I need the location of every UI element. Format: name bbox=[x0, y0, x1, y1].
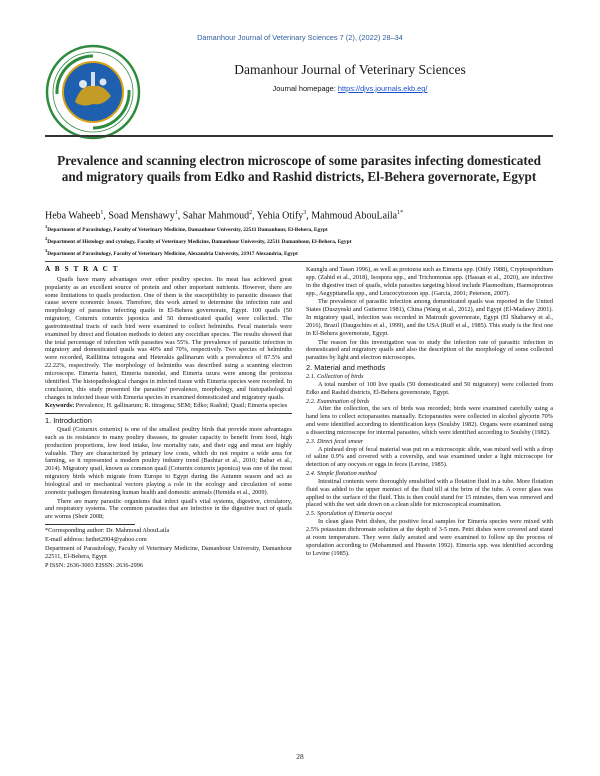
footnote-rule bbox=[45, 524, 135, 525]
body-paragraph: In clean glass Petri dishes, the positive fecal samples for Eimeria species were mixed with 2.5% potassium dichromate solution at the depth of 3-5 mm. Petri dishes were covered and stand at room temperature. They were daily aerated and were examined to follow up the process of sporulation according to (Mohammed and Hussein 1992). Eimeria spp. was identified according to Levine (1985). bbox=[306, 518, 553, 557]
body-paragraph: The prevalence of parasitic infection among domesticated quails was reported in the United States (Duszynski and Gutierrez 1981), China (Wang et al., 2012), and Egypt (El-Madawy 2001). In migratory quail, infection was recorded in Matrouh governorate, Egypt (El Shabarwy et al., 2016), Brazil (Daugschies et al., 1999), and the USA (Ruff et al., 1985). This study is the first one in El-Behera governorate, Egypt. bbox=[306, 298, 553, 337]
methods-heading: 2. Material and methods bbox=[306, 363, 386, 373]
affiliation: $^1$Department of Parasitology, Faculty of Veterinary Medicine, Damanhour University, 22511 Damanhour, El-Behera, Egypt bbox=[45, 224, 328, 233]
title-rule bbox=[45, 261, 553, 262]
author: Mahmoud AbouLaila bbox=[311, 210, 398, 222]
body-paragraph: A total number of 100 live quails (50 domesticated and 50 migratory) were collected from Edko and Rashid districts, El-Behera governorate, Egypt. bbox=[306, 380, 553, 396]
header-rule bbox=[45, 135, 553, 137]
author: Yehia Otify bbox=[256, 210, 304, 222]
abstract-heading: A B S T R A C T bbox=[45, 265, 120, 273]
intro-paragraph: Quail (Coturnix coturnix) is one of the smallest poultry birds that provide more advantages such as its resistance to many poultry diseases, its greater capacity to benefit from food, high production proportions, low feed intake, low mortality rate, and their egg and meat are highly valuable. They are characterized by primary low costs, which do not require a wide area for farming, so it represented a modern poultry industry trend (Bashtar et al., 2010; Babar et al., 2014). Migratory quail, known as common quail (Coturnix coturnix japonica) was one of the most migratory birds which migrate from Europe to Egypt during the Autumn season and act as biological and or mechanical vectors playing a role in the ecology and circulation of some zoonotic pathogen threatening human health and domestic animals (Hemida et al., 2009). bbox=[45, 426, 292, 496]
journal-logo bbox=[45, 44, 141, 140]
subsection-heading: 2.1. Collection of birds bbox=[306, 372, 364, 380]
journal-logo-icon bbox=[45, 44, 141, 140]
author: Soad Menshawy bbox=[108, 210, 175, 222]
subsection-heading: 2.3. Direct fecal smear bbox=[306, 437, 364, 445]
right-column bbox=[306, 266, 553, 558]
footnote-department: Department of Parasitology, Faculty of Veterinary Medicine, Damanhour University, Damanhour 22511, El-Behera, Egypt bbox=[45, 544, 292, 560]
article-title: Prevalence and scanning electron microscope of some parasites infecting domesticated and migratory quails from Edko and Rashid districts, El-Behera governorate, Egypt bbox=[57, 153, 541, 184]
body-paragraph: The reason for this investigation was to study the infection rate of parasitic infection in domesticated and migratory quails and also the description of the morphology of some collected parasites by light and electron microscopes. bbox=[306, 338, 553, 362]
running-head: Damanhour Journal of Veterinary Sciences 7 (2), (2022) 28–34 bbox=[197, 33, 403, 42]
left-column bbox=[45, 266, 292, 570]
abstract-rule bbox=[45, 413, 292, 414]
author: Sahar Mahmoud bbox=[182, 210, 250, 222]
footnote-email: E-mail address: hethet2004@yahoo.com bbox=[45, 536, 147, 543]
journal-homepage bbox=[160, 84, 540, 93]
homepage-label: Journal homepage: bbox=[272, 84, 338, 93]
keywords: Keywords: Prevalence; H. gallinarum; R. titragona; SEM; Edko; Rashid; Quail; Eimeria species bbox=[45, 402, 288, 410]
body-paragraph: Kaunglu and Tasan 1996), as well as protozoa such as Eimeria spp. (Otify 1988), Cryptosporidium spp. (Zahid et al., 2018), Isospora spp., and Trichomonas spp. (Hassan et al., 2020), are infective in the digestive tract of quails, while parasites targeting blood include Plasmodium, Haemoproteus spp., Aegyptianella spp., and Leucocytozoon spp. (Garcia, 2001; Peterson, 2007). bbox=[306, 266, 553, 297]
author-list: Heba Waheeb$^1$, Soad Menshawy$^1$, Sahar Mahmoud$^2$, Yehia Otify$^3$, Mahmoud AbouLaila$^{1*}$ bbox=[45, 210, 404, 222]
intro-heading: 1. Introduction bbox=[45, 416, 92, 426]
affiliation: $^3$Department of Parasitology, Faculty of Veterinary Medicine, Alexandria University, 21917 Alexandria, Egypt bbox=[45, 248, 298, 257]
intro-paragraph: There are many parasitic organisms that infect quail's vital systems, digestive, circulatory, and respiratory systems. The common parasites that are infective in the digestive tract of quails are worms (Sheir 2008; bbox=[45, 497, 292, 521]
page-number: 28 bbox=[296, 752, 304, 761]
abstract-text: Quails have many advantages over other poultry species. Its meat has achieved great popularity as an excellent source of protein and other important nutrients. However, there are some limitations to quails production. One of them is the susceptibility to parasitic diseases that cause severe economic losses. Therefore, this work aimed to determine the infection rate and morphology of parasites infecting quails in El-Behera governorate, Egypt. 100 quails (50 migratory, Coturnix coturnix japonica and 50 domesticated quails) were collected. The gastrointestinal tracts of each bird were examined to collect helminths. Fecal materials were examined by direct and flotation methods to detect any coccidian species. The results showed that the total percentage of infection with parasites was 55%. The prevalence of parasitic infection in migratory and domesticated quails was 40% and 70%, respectively. Two species of helminths were recorded, Raillitina tetragona and Heterakis gallinarum with a prevalence of 87.5% and 22.22%, respectively. The morphology of helminths was described using a scanning electron microscope. Eimeria bateri, Eimeria tsunodai, and Eimeria uzura were among the protozoa identified. The histopathological changes in infected tissue with Eimeria species were recorded. In conclusion, this study presented the parasites' prevalence, morphology, and histopathological changes in infected tissue with Eimeria species in examined domesticated and migratory quails. bbox=[45, 275, 292, 401]
author: Heba Waheeb bbox=[45, 210, 101, 222]
subsection-heading: 2.5. Sporulation of Eimeria oocyst bbox=[306, 510, 393, 518]
subsection-heading: 2.2. Examination of birds bbox=[306, 397, 370, 405]
body-paragraph: Intestinal contents were thoroughly emulsified with a flotation fluid in a tube. More flotation fluid was added to the upper menisci of the fluid till at the brim of the tube. A cover glass was applied to the surface of the fluid. This is then could stand for 15 minutes, then was removed and placed with the wet side down on a clean slide for microscopical examination. bbox=[306, 477, 553, 509]
footnote-corresponding: *Corresponding author: Dr. Mahmoud AbouLaila bbox=[45, 527, 170, 535]
journal-name: Damanhour Journal of Veterinary Sciences bbox=[234, 62, 466, 77]
body-paragraph: After the collection, the sex of birds was recorded; birds were examined carefully using a hand lens to collect ectoparasites manually. Ectoparasites were collected in alcohol glycerin 70% and were identified according to identification keys (Soulsby 1982). Organs were examined using a dissecting microscope for internal parasites, which were identified according to Soulsby (1982). bbox=[306, 405, 553, 436]
subsection-heading: 2.4. Simple flotation method bbox=[306, 470, 377, 478]
footnote-issn: P ISSN: 2636-3003 EISSN: 2636-2996 bbox=[45, 561, 144, 569]
body-paragraph: A pinhead drop of fecal material was put on a microscopic slide, was mixed well with a drop of saline 0.9% and covered with a coverslip, and was examined under a light microscope for detection of any oocysts or eggs in feces (Levine, 1985). bbox=[306, 445, 553, 469]
homepage-link[interactable]: https://djvs.journals.ekb.eg/ bbox=[337, 84, 428, 93]
affiliation: $^2$Department of Histology and cytology, Faculty of Veterinary Medicine, Damanhour University, 22511 Damanhour, El-Behera, Egypt bbox=[45, 236, 352, 245]
